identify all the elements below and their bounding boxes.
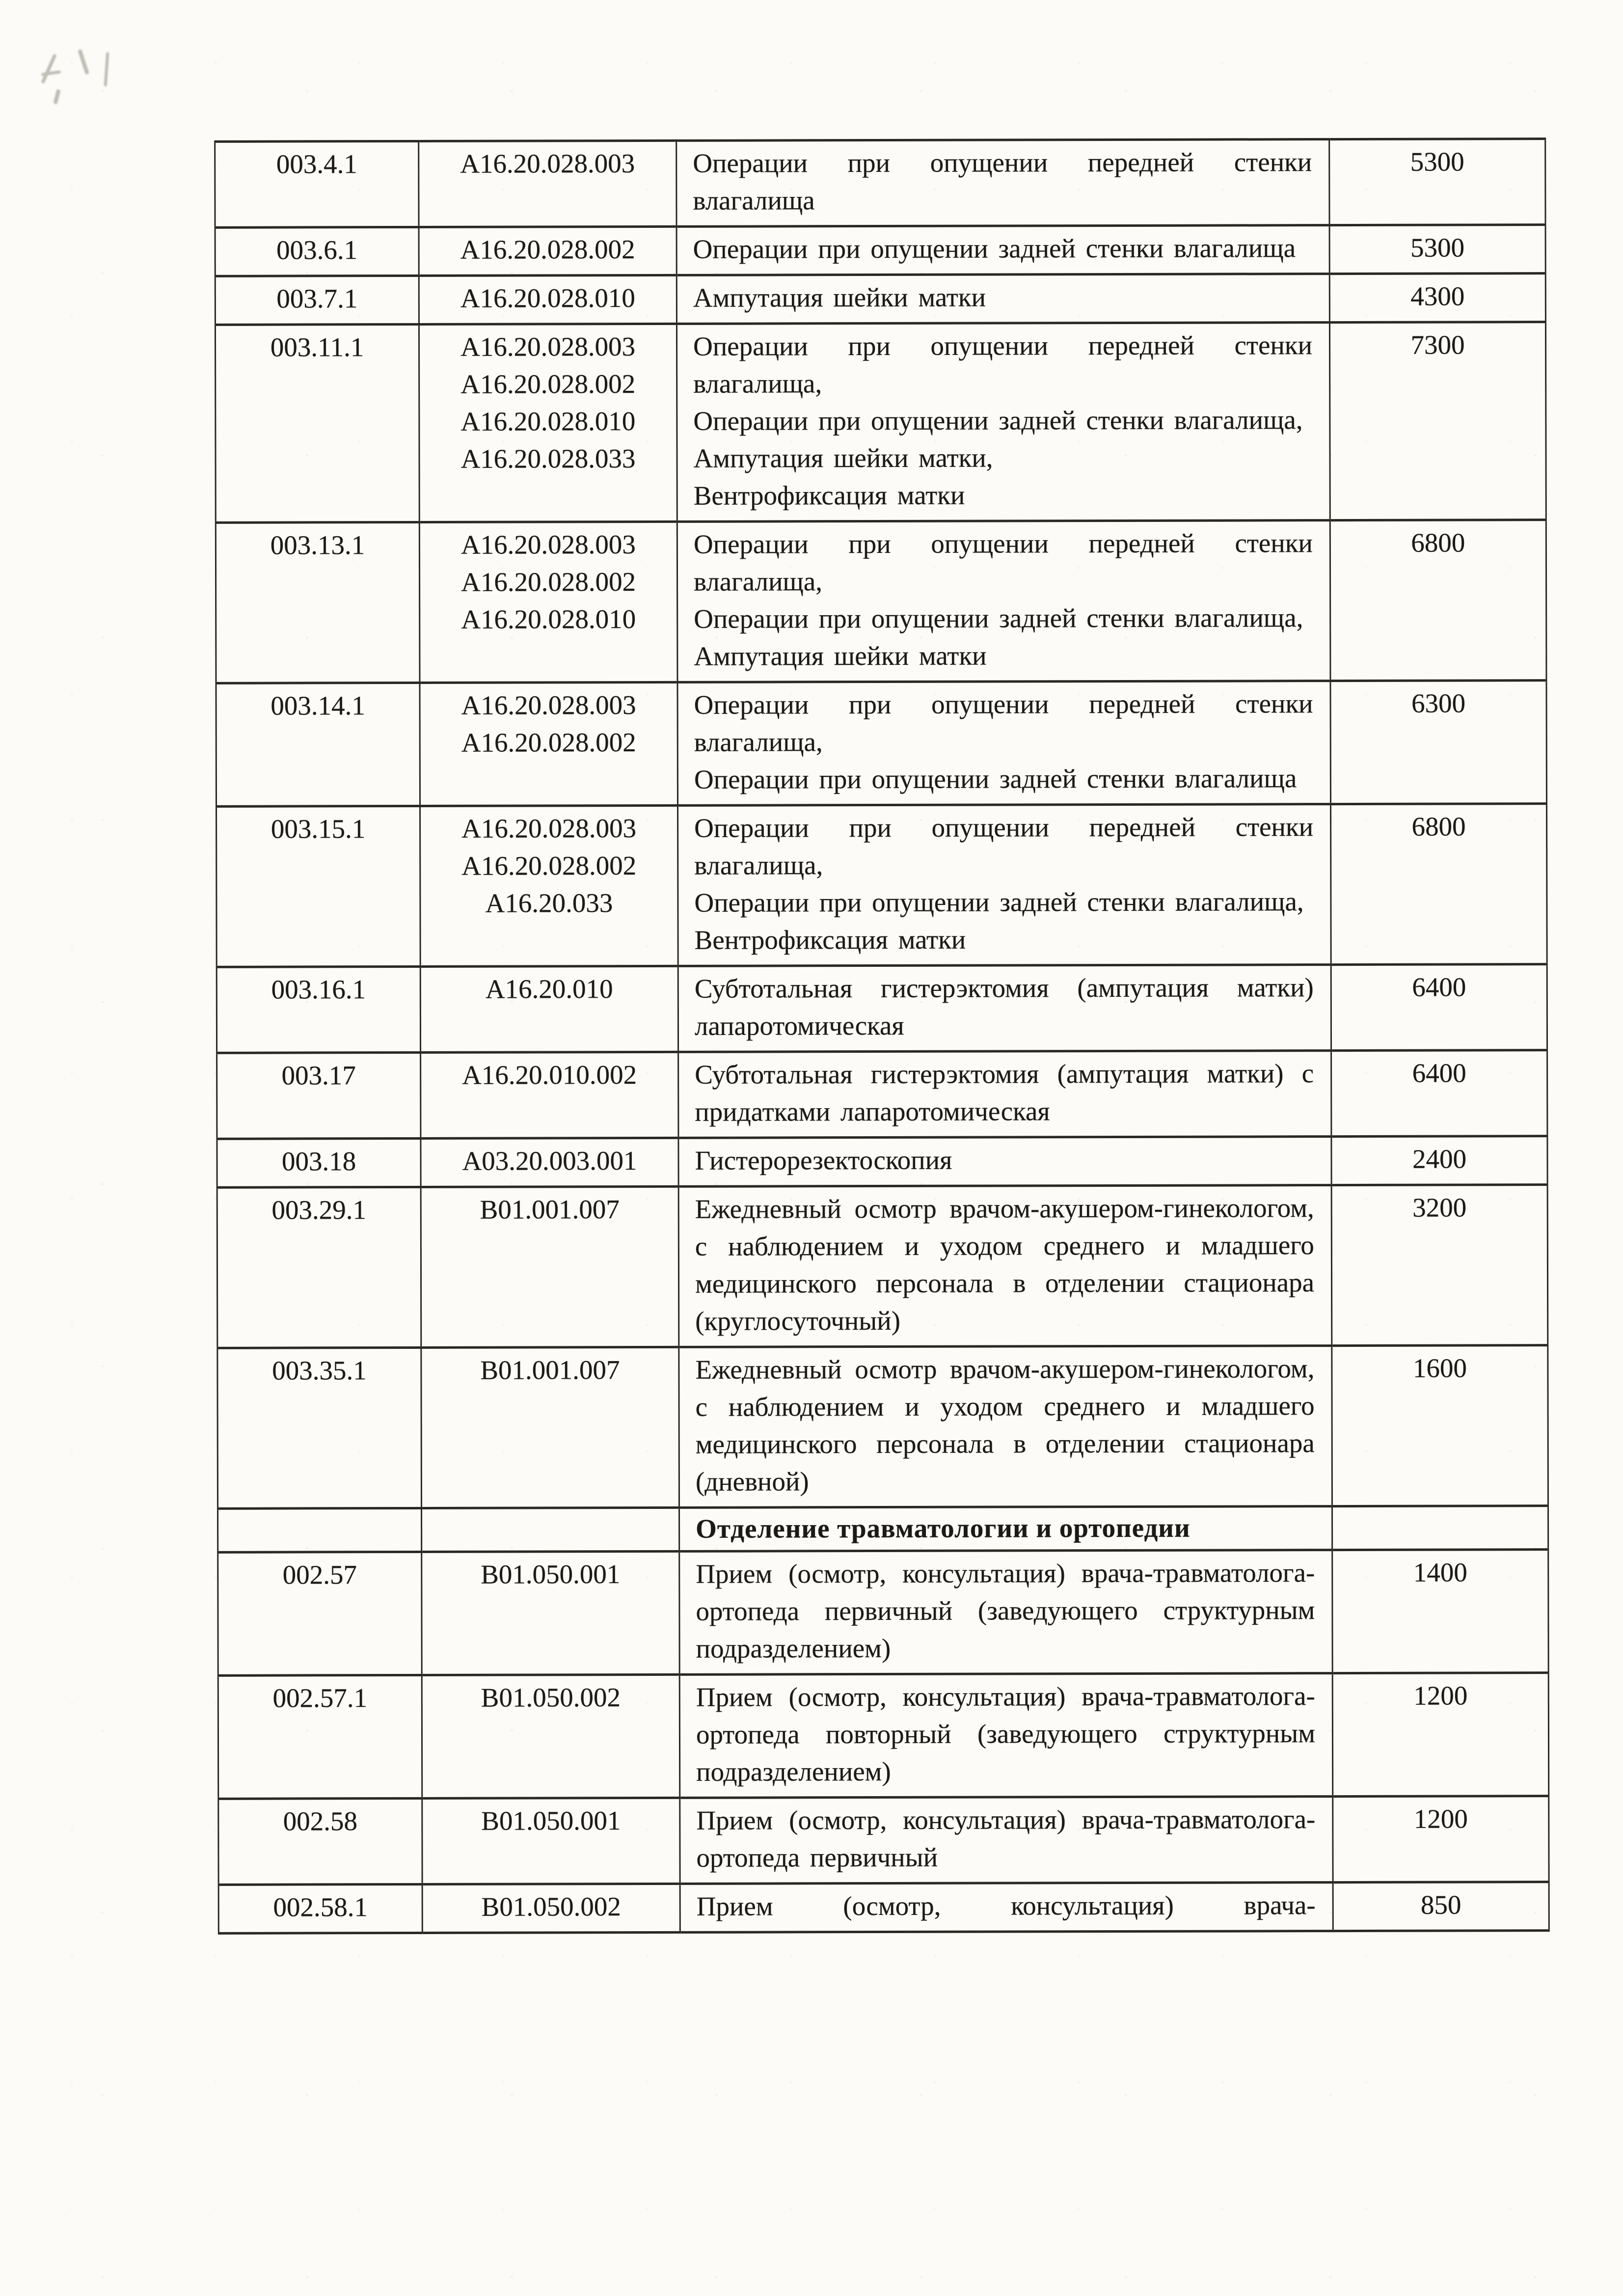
pencil-stroke: [41, 54, 56, 83]
description-paragraph: Операции при опущении задней стенки влагалища: [693, 233, 1296, 264]
price-value: 6800: [1411, 811, 1466, 842]
table-row: [215, 139, 1545, 228]
table-row: [217, 1136, 1547, 1188]
price-value: 6400: [1412, 972, 1466, 1002]
table-row: [218, 1550, 1549, 1676]
service-codes-cell: [420, 682, 678, 806]
service-code: В01.001.007: [480, 1355, 620, 1385]
service-code: А16.20.028.002: [460, 234, 635, 265]
service-description-cell: [676, 323, 1330, 522]
table-row: [216, 964, 1547, 1053]
service-code: А16.20.028.033: [460, 443, 636, 474]
item-code: 003.13.1: [270, 530, 365, 560]
item-code: 003.4.1: [276, 149, 357, 179]
service-codes-cell: [422, 1884, 680, 1933]
service-description-cell: [679, 1673, 1333, 1798]
service-code: А16.20.028.003: [461, 813, 637, 844]
service-code: А03.20.003.001: [462, 1146, 637, 1176]
table-row: [218, 1882, 1549, 1934]
item-code-cell: [215, 141, 419, 227]
item-code-cell: [217, 1052, 421, 1139]
item-code-cell: [215, 324, 419, 522]
price-cell: [1329, 139, 1545, 225]
price-cell: [1330, 520, 1546, 681]
service-description-cell: [679, 1550, 1333, 1675]
item-code-cell: [218, 1798, 422, 1885]
service-code: В01.050.001: [481, 1559, 621, 1589]
item-code: 003.35.1: [272, 1355, 367, 1386]
service-codes-cell: [422, 1674, 680, 1798]
table-row: [216, 520, 1546, 683]
price-value: 6800: [1411, 527, 1465, 558]
item-code-cell: [216, 966, 420, 1053]
service-codes-cell: [421, 1138, 678, 1187]
price-value: 7300: [1410, 329, 1465, 360]
service-codes-cell: [421, 1052, 678, 1138]
price-value: 5300: [1410, 232, 1465, 263]
description-paragraph: Ежедневный осмотр врачом-акушером-гинекологом, с наблюдением и уходом среднего и младшего медицинского персонала в отделении стационара (дневной): [695, 1353, 1315, 1497]
table-row: [216, 681, 1547, 807]
table-row: [217, 1185, 1548, 1348]
service-code: А16.20.028.002: [461, 727, 636, 758]
service-codes-cell: [422, 1551, 680, 1675]
price-value: 1200: [1413, 1680, 1468, 1711]
pencil-marks: [0, 0, 157, 137]
price-value: 6300: [1411, 688, 1466, 718]
table-row: [216, 804, 1547, 967]
item-code-cell: [215, 275, 419, 325]
item-code-cell: [217, 1347, 422, 1508]
price-cell: [1331, 1185, 1548, 1346]
item-code: 003.11.1: [270, 332, 364, 362]
service-code: А16.20.010.002: [462, 1060, 637, 1090]
description-paragraph: Гистерорезектоскопия: [695, 1145, 952, 1175]
service-description-cell: [678, 965, 1331, 1052]
item-code: 002.58.1: [273, 1892, 368, 1922]
table-row: [218, 1673, 1549, 1799]
price-value: 1400: [1413, 1557, 1467, 1587]
item-code-cell: [218, 1675, 422, 1799]
table-row: [215, 322, 1546, 523]
description-paragraph: Операции при опущении передней стенки влагалища,: [693, 528, 1313, 597]
item-code: 002.57.1: [272, 1683, 368, 1713]
item-code: 003.7.1: [276, 283, 358, 314]
price-cell: [1331, 964, 1547, 1051]
price-value: 2400: [1412, 1144, 1467, 1174]
price-cell: [1329, 225, 1545, 274]
table-row: [215, 273, 1545, 325]
item-code-cell: [216, 522, 420, 683]
service-code: А16.20.010: [485, 974, 613, 1004]
description-paragraph: Операции при опущении задней стенки влагалища: [694, 763, 1297, 794]
table-row: [218, 1796, 1549, 1885]
service-description-cell: [678, 1137, 1331, 1187]
service-code: А16.20.028.003: [460, 529, 636, 560]
service-code: А16.20.028.003: [461, 690, 636, 720]
description-paragraph: Вентрофиксация матки: [693, 480, 965, 511]
price-value: 1600: [1412, 1353, 1467, 1383]
price-cell: [1331, 1050, 1547, 1137]
item-code: 003.16.1: [271, 974, 366, 1005]
service-codes-cell: [421, 1347, 679, 1508]
table-row: [217, 1050, 1547, 1139]
description-paragraph: Прием (осмотр, консультация) врача-: [696, 1890, 1316, 1921]
description-paragraph: Прием (осмотр, консультация) врача-травматолога-ортопеда повторный (заведующего структурным подразделением): [696, 1681, 1316, 1787]
price-value: 4300: [1410, 281, 1465, 311]
pencil-stroke: [41, 70, 61, 76]
item-code-cell: [217, 1187, 421, 1348]
service-code: В01.050.001: [481, 1805, 621, 1836]
item-code-cell: [217, 1138, 421, 1187]
empty-cell: [218, 1508, 422, 1552]
service-code: А16.20.028.002: [460, 369, 636, 399]
service-description-cell: [676, 225, 1329, 275]
empty-cell: [422, 1507, 679, 1552]
price-value: 1200: [1413, 1804, 1468, 1834]
service-description-cell: [678, 1185, 1332, 1347]
service-code: А16.20.028.010: [460, 406, 636, 437]
description-paragraph: Ампутация шейки матки,: [693, 442, 993, 473]
service-codes-cell: [420, 805, 678, 966]
service-code: А16.20.028.003: [460, 148, 635, 179]
price-cell: [1330, 681, 1547, 804]
pencil-stroke: [104, 52, 109, 86]
description-paragraph: Операции при опущении задней стенки влагалища,: [694, 886, 1304, 918]
description-paragraph: Субтотальная гистерэктомия (ампутация матки) лапаротомическая: [694, 972, 1314, 1041]
item-code: 003.29.1: [271, 1195, 367, 1225]
item-code-cell: [218, 1552, 422, 1675]
description-paragraph: Операции при опущении передней стенки влагалища,: [694, 812, 1314, 880]
table-row: [215, 225, 1545, 276]
price-cell: [1331, 804, 1547, 965]
description-paragraph: Операции при опущении передней стенки влагалища,: [693, 330, 1313, 399]
price-cell: [1329, 322, 1546, 520]
section-title: Отделение травматологии и ортопедии: [679, 1506, 1332, 1552]
service-description-cell: [679, 1346, 1332, 1508]
price-cell: [1332, 1673, 1549, 1797]
item-code-cell: [216, 683, 420, 806]
service-description-cell: [678, 1051, 1331, 1138]
service-codes-cell: [419, 521, 677, 683]
item-code: 002.58: [283, 1806, 358, 1836]
service-codes-cell: [422, 1798, 680, 1884]
price-cell: [1333, 1796, 1549, 1883]
description-paragraph: Ампутация шейки матки: [693, 282, 986, 313]
service-code: А16.20.028.002: [461, 850, 637, 881]
service-codes-cell: [419, 324, 677, 522]
price-cell: [1329, 273, 1545, 323]
service-code: А16.20.028.010: [460, 283, 635, 313]
item-code: 003.17: [281, 1060, 356, 1091]
service-description-cell: [676, 274, 1329, 324]
service-code: В01.001.007: [480, 1194, 620, 1225]
service-codes-cell: [420, 966, 678, 1052]
price-value: 3200: [1412, 1192, 1467, 1223]
price-table: [214, 137, 1550, 1935]
description-paragraph: Операции при опущении задней стенки влагалища,: [693, 405, 1303, 436]
description-paragraph: Операции при опущении передней стенки влагалища,: [694, 688, 1313, 757]
price-cell: [1331, 1136, 1547, 1185]
service-description-cell: [680, 1797, 1333, 1884]
price-table-body: [215, 139, 1549, 1934]
description-paragraph: Операции при опущении передней стенки влагалища: [693, 147, 1312, 216]
pencil-stroke: [78, 49, 89, 75]
item-code: 003.18: [281, 1146, 356, 1176]
service-code: В01.050.002: [481, 1891, 621, 1922]
pencil-stroke: [53, 89, 60, 104]
service-codes-cell: [419, 226, 676, 275]
service-description-cell: [680, 1883, 1333, 1933]
item-code-cell: [215, 227, 419, 276]
description-paragraph: Субтотальная гистерэктомия (ампутация матки) с придатками лапаротомическая: [695, 1058, 1314, 1127]
service-code: В01.050.002: [481, 1682, 621, 1713]
service-codes-cell: [421, 1186, 679, 1347]
item-code-cell: [218, 1884, 422, 1933]
section-header-row: [218, 1506, 1548, 1553]
description-paragraph: Вентрофиксация матки: [694, 924, 966, 955]
price-value: 5300: [1410, 146, 1464, 177]
empty-cell: [1332, 1506, 1548, 1550]
description-paragraph: Операции при опущении задней стенки влагалища,: [694, 602, 1303, 634]
price-cell: [1332, 1550, 1549, 1673]
service-code: А16.20.028.010: [461, 604, 636, 634]
description-paragraph: Прием (осмотр, консультация) врача-травматолога-ортопеда первичный: [696, 1804, 1316, 1873]
description-paragraph: Ежедневный осмотр врачом-акушером-гинекологом, с наблюдением и уходом среднего и младшего медицинского персонала в отделении стационара (круглосуточный): [695, 1193, 1315, 1336]
table-row: [217, 1345, 1548, 1509]
price-cell: [1333, 1882, 1549, 1931]
item-code: 003.6.1: [276, 235, 358, 265]
price-value: 850: [1420, 1889, 1461, 1920]
service-description-cell: [676, 139, 1329, 227]
service-code: А16.20.028.002: [460, 567, 636, 597]
price-value: 6400: [1412, 1058, 1466, 1088]
service-code: А16.20.033: [485, 888, 613, 918]
price-cell: [1332, 1345, 1548, 1506]
service-codes-cell: [419, 140, 676, 227]
service-description-cell: [678, 804, 1331, 966]
item-code-cell: [216, 806, 421, 967]
item-code: 003.14.1: [270, 690, 365, 721]
description-paragraph: Ампутация шейки матки: [694, 640, 987, 671]
service-description-cell: [677, 520, 1330, 683]
item-code: 002.57: [282, 1559, 357, 1590]
service-codes-cell: [419, 275, 676, 324]
service-code: А16.20.028.003: [460, 331, 636, 362]
description-paragraph: Прием (осмотр, консультация) врача-травматолога-ортопеда первичный (заведующего структурным подразделением): [696, 1558, 1315, 1664]
item-code: 003.15.1: [270, 814, 366, 844]
service-description-cell: [677, 681, 1331, 806]
